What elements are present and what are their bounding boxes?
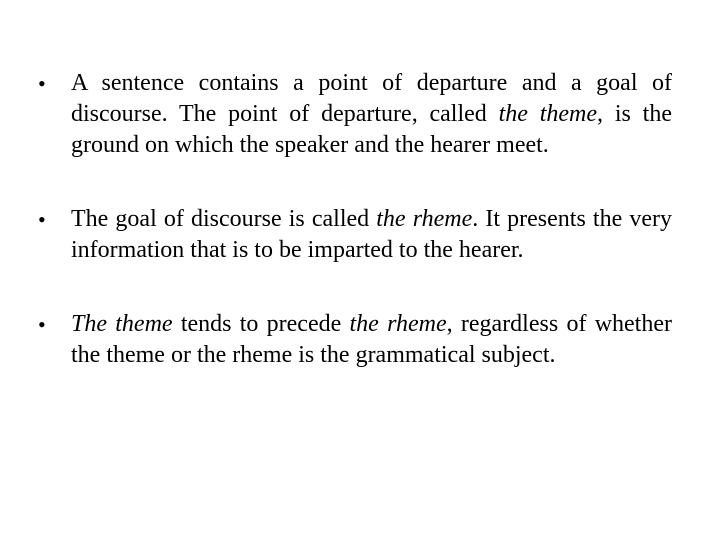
bullet-icon: •: [38, 312, 46, 337]
bullet-text-segment: . It presents the very information that is to be imparted to the hearer.: [71, 206, 672, 263]
bullet-item-theme-definition: [38, 68, 672, 161]
bullet-text-segment: , regardless of whether the theme or the rheme is the grammatical subject.: [71, 311, 672, 368]
bullet-text-segment: tends to precede: [172, 311, 350, 337]
bullet-text-segment-italic: the rheme: [376, 206, 473, 232]
bullet-text-segment-italic: the theme: [498, 101, 598, 127]
bullet-item-order: [38, 309, 672, 371]
bullet-list: [38, 68, 672, 371]
bullet-text-segment-italic: The theme: [71, 311, 173, 337]
bullet-text-segment: The goal of discourse is called: [71, 206, 377, 232]
bullet-item-rheme-definition: [38, 204, 672, 266]
bullet-text-segment: A sentence contains a point of departure and a goal of discourse. The point of departure, called: [71, 70, 672, 127]
bullet-icon: •: [38, 207, 46, 232]
bullet-text-segment: , is the ground on which the speaker and the hearer meet.: [71, 101, 672, 158]
bullet-icon: •: [38, 71, 46, 96]
bullet-text-segment-italic: the rheme: [349, 311, 447, 337]
